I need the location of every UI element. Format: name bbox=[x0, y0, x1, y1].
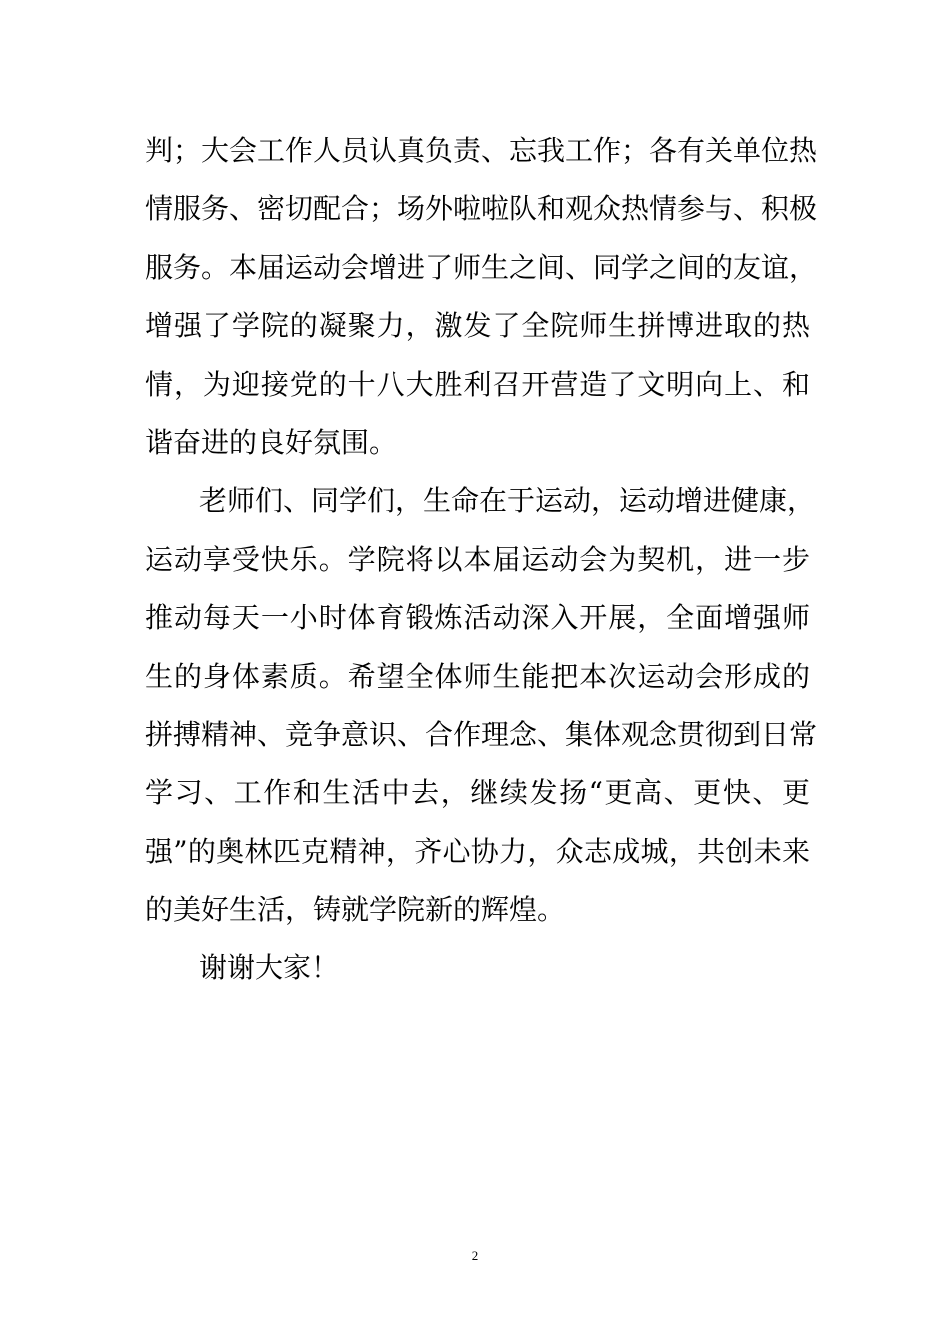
closing-line: 谢谢大家！ bbox=[199, 951, 340, 985]
text-line: 判；大会工作人员认真负责、忘我工作；各有关单位热 bbox=[145, 134, 818, 167]
text-line: 的美好生活，铸就学院新的辉煌。 bbox=[145, 893, 566, 927]
text-line: 服务。本届运动会增进了师生之间、同学之间的友谊， bbox=[145, 250, 818, 284]
text-line: 情，为迎接党的十八大胜利召开营造了文明向上、和 bbox=[145, 367, 810, 401]
text-line: 情服务、密切配合；场外啦啦队和观众热情参与、积极 bbox=[145, 192, 818, 226]
paragraph-2 bbox=[145, 472, 818, 939]
text-line: 推动每天一小时体育锻炼活动深入开展，全面增强师 bbox=[145, 601, 810, 635]
text-line: 学习、工作和生活中去，继续发扬“更高、更快、更 bbox=[145, 776, 810, 810]
page-number: 2 bbox=[471, 1248, 479, 1263]
text-line: 拼搏精神、竞争意识、合作理念、集体观念贯彻到日常 bbox=[145, 717, 818, 751]
text-line: 老师们、同学们，生命在于运动，运动增进健康， bbox=[199, 484, 816, 518]
paragraph-1 bbox=[145, 122, 818, 472]
paragraph-3 bbox=[145, 939, 810, 997]
text-line: 生的身体素质。希望全体师生能把本次运动会形成的 bbox=[145, 659, 810, 693]
text-line: 强”的奥林匹克精神，齐心协力，众志成城，共创未来 bbox=[145, 834, 810, 868]
text-line: 增强了学院的凝聚力，激发了全院师生拼博进取的热 bbox=[145, 309, 810, 343]
text-line: 运动享受快乐。学院将以本届运动会为契机，进一步 bbox=[145, 542, 810, 576]
document-body bbox=[145, 122, 818, 998]
text-line: 谐奋进的良好氛围。 bbox=[145, 425, 398, 459]
